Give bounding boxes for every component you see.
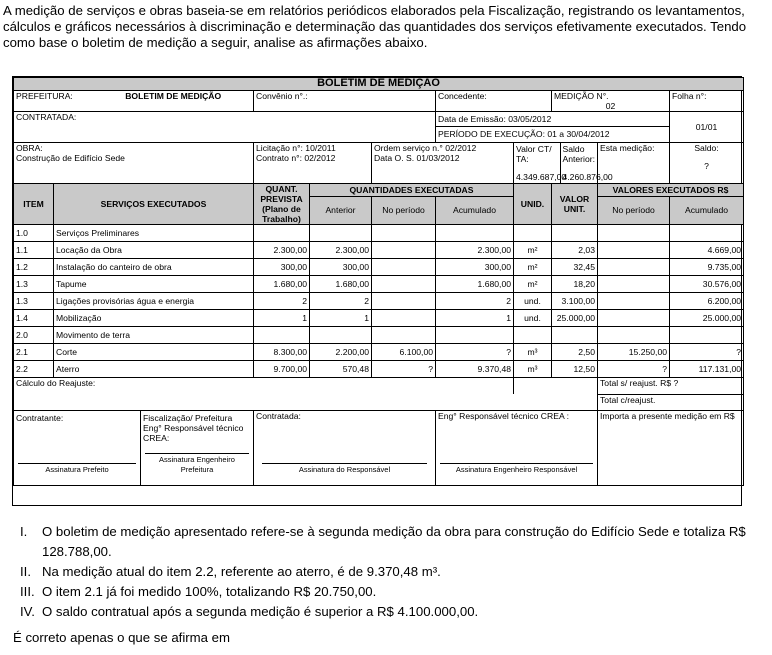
cell-serv: Locação da Obra — [54, 242, 254, 259]
cell-vper: 15.250,00 — [598, 344, 670, 361]
cell-vacum: 117.131,00 — [670, 361, 744, 378]
cell-per — [372, 242, 436, 259]
header-valor-acumulado: Acumulado — [670, 196, 744, 224]
cell-vper: ? — [598, 361, 670, 378]
eng-responsavel-label: Eng° Responsável técnico CREA : — [438, 411, 569, 421]
statement-3: III. O item 2.1 já foi medido 100%, totalizando R$ 20.750,00. — [20, 584, 377, 599]
contratada-label: CONTRATADA: — [14, 112, 436, 143]
cell-ant: 2.300,00 — [310, 242, 372, 259]
header-acumulado: Acumulado — [436, 196, 514, 224]
cell-item: 1.2 — [14, 259, 54, 276]
table-row — [14, 259, 744, 276]
cell-vu: 12,50 — [552, 361, 598, 378]
saldo-value: ? — [704, 161, 709, 171]
signature-responsavel: Assinatura do Responsável — [262, 463, 427, 475]
cell-vu: 3.100,00 — [552, 293, 598, 310]
cell-prev: 2.300,00 — [254, 242, 310, 259]
contratante-label: Contratante: — [16, 413, 64, 423]
total-com-reajuste: Total c/reajust. — [598, 394, 744, 411]
obra-value: Construção de Edifício Sede — [16, 153, 125, 163]
cell-item: 2.2 — [14, 361, 54, 378]
cell-per — [372, 310, 436, 327]
signature-prefeito: Assinatura Prefeito — [18, 463, 136, 475]
table-row — [14, 276, 744, 293]
cell-vacum: 4.669,00 — [670, 242, 744, 259]
signature-engenheiro-responsavel: Assinatura Engenheiro Responsável — [440, 463, 593, 475]
cell-prev: 1.680,00 — [254, 276, 310, 293]
cell-vper — [598, 225, 670, 242]
cell-unid: m³ — [514, 344, 552, 361]
data-emissao: Data de Emissão: 03/05/2012 — [436, 112, 669, 127]
statement-1: I. O boletim de medição apresentado refere-se à segunda medição da obra para construção do Edifício Sede e totaliza R$ 128.788,00. — [20, 524, 746, 559]
cell-item: 1.3 — [14, 293, 54, 310]
cell-unid: und. — [514, 293, 552, 310]
periodo-execucao: PERÍODO DE EXECUÇÃO: 01 a 30/04/2012 — [438, 129, 610, 139]
valor-ct-label: Valor CT/ TA: — [516, 144, 552, 164]
cell-per: ? — [372, 361, 436, 378]
convenio-label: Convênio n°.: — [254, 91, 436, 112]
cell-acum: ? — [436, 344, 514, 361]
cell-ant: 2.200,00 — [310, 344, 372, 361]
cell-vper — [598, 293, 670, 310]
cell-prev — [254, 225, 310, 242]
cell-serv: Mobilização — [54, 310, 254, 327]
cell-unid — [514, 327, 552, 344]
cell-ant: 1 — [310, 310, 372, 327]
boletim-medicao — [12, 76, 742, 506]
cell-serv: Corte — [54, 344, 254, 361]
cell-vper — [598, 310, 670, 327]
cell-unid: m² — [514, 242, 552, 259]
cell-item: 1.1 — [14, 242, 54, 259]
cell-acum — [436, 225, 514, 242]
boletim-title: BOLETIM DE MEDIÇÃO — [14, 78, 744, 91]
intro-paragraph: A medição de serviços e obras baseia-se em relatórios periódicos elaborados pela Fiscalização, registrando os levantamentos, cálculos e gráficos necessários à discriminação e determinação das quantidades dos serviços efetivamente executados. Tendo como base o boletim de medição a seguir, analise as afirmações abaixo. — [3, 3, 747, 50]
table-row — [14, 327, 744, 344]
cell-vu: 18,20 — [552, 276, 598, 293]
cell-per — [372, 293, 436, 310]
concedente-label: Concedente: — [436, 91, 552, 112]
cell-acum: 1 — [436, 310, 514, 327]
cell-unid: m² — [514, 276, 552, 293]
table-row — [14, 242, 744, 259]
bm-label: BOLETIM DE MEDIÇÃO — [125, 91, 222, 101]
obra-label: OBRA: — [16, 143, 43, 153]
cell-vu — [552, 327, 598, 344]
header-unid: UNID. — [514, 184, 552, 225]
cell-per — [372, 276, 436, 293]
saldo-anterior-label: Saldo Anterior: — [562, 144, 595, 164]
cell-vper — [598, 276, 670, 293]
signature-engenheiro-prefeitura: Assinatura Engenheiro Prefeitura — [145, 453, 249, 475]
importa-medicao: Importa a presente medição em R$ — [598, 411, 744, 486]
cell-ant: 1.680,00 — [310, 276, 372, 293]
cell-acum: 2.300,00 — [436, 242, 514, 259]
cell-vu — [552, 225, 598, 242]
cell-serv: Serviços Preliminares — [54, 225, 254, 242]
cell-ant — [310, 327, 372, 344]
cell-per — [372, 259, 436, 276]
header-quant-prevista: QUANT. PREVISTA (Plano de Trabalho) — [254, 184, 310, 225]
statement-4: IV. O saldo contratual após a segunda medição é superior a R$ 4.100.000,00. — [20, 604, 479, 619]
cell-vacum: 6.200,00 — [670, 293, 744, 310]
cell-acum: 2 — [436, 293, 514, 310]
esta-medicao-label: Esta medição: — [598, 143, 670, 184]
cell-serv: Instalação do canteiro de obra — [54, 259, 254, 276]
cell-vacum: ? — [670, 344, 744, 361]
prefeitura-label: PREFEITURA: — [16, 91, 73, 101]
cell-item: 1.0 — [14, 225, 54, 242]
header-no-periodo: No período — [372, 196, 436, 224]
cell-vu: 2,50 — [552, 344, 598, 361]
table-row — [14, 361, 744, 378]
cell-item: 1.3 — [14, 276, 54, 293]
header-quant-executadas: QUANTIDADES EXECUTADAS — [310, 184, 514, 197]
cell-vu: 2,03 — [552, 242, 598, 259]
cell-prev: 1 — [254, 310, 310, 327]
cell-ant: 300,00 — [310, 259, 372, 276]
cell-vacum: 25.000,00 — [670, 310, 744, 327]
cell-ant: 570,48 — [310, 361, 372, 378]
cell-prev: 300,00 — [254, 259, 310, 276]
header-anterior: Anterior — [310, 196, 372, 224]
licitacao: Licitação n°: 10/2011 — [256, 143, 336, 153]
cell-item: 1.4 — [14, 310, 54, 327]
saldo-label: Saldo: — [694, 143, 719, 153]
medicao-number: 02 — [605, 101, 616, 111]
header-item: ITEM — [14, 184, 54, 225]
cell-vacum: 30.576,00 — [670, 276, 744, 293]
calculo-reajuste: Cálculo do Reajuste: — [14, 378, 514, 395]
table-row — [14, 310, 744, 327]
cell-ant — [310, 225, 372, 242]
cell-vu: 32,45 — [552, 259, 598, 276]
cell-per: 6.100,00 — [372, 344, 436, 361]
cell-serv: Aterro — [54, 361, 254, 378]
header-valor-unit: VALOR UNIT. — [552, 184, 598, 225]
cell-item: 2.1 — [14, 344, 54, 361]
statements-list — [20, 522, 770, 622]
saldo-anterior-value: 4.260.876,00 — [562, 172, 613, 182]
cell-acum: 1.680,00 — [436, 276, 514, 293]
cell-unid: m² — [514, 259, 552, 276]
cell-prev: 2 — [254, 293, 310, 310]
medicao-label: MEDIÇÃO N°. — [554, 91, 609, 101]
cell-unid — [514, 225, 552, 242]
cell-acum: 300,00 — [436, 259, 514, 276]
question-prompt: É correto apenas o que se afirma em — [13, 630, 230, 645]
cell-per — [372, 327, 436, 344]
statement-2: II. Na medição atual do item 2.2, referente ao aterro, é de 9.370,48 m³. — [20, 564, 441, 579]
cell-ant: 2 — [310, 293, 372, 310]
cell-serv: Movimento de terra — [54, 327, 254, 344]
total-sem-reajuste: Total s/ reajust. R$ ? — [598, 378, 744, 395]
cell-acum — [436, 327, 514, 344]
table-row — [14, 293, 744, 310]
cell-prev: 9.700,00 — [254, 361, 310, 378]
header-valores-executados: VALORES EXECUTADOS R$ — [598, 184, 744, 197]
cell-per — [372, 225, 436, 242]
cell-serv: Ligações provisórias água e energia — [54, 293, 254, 310]
header-servicos: SERVIÇOS EXECUTADOS — [54, 184, 254, 225]
contrato: Contrato n°: 02/2012 — [256, 153, 336, 163]
cell-vu: 25.000,00 — [552, 310, 598, 327]
cell-unid: m³ — [514, 361, 552, 378]
table-row — [14, 225, 744, 242]
cell-vacum — [670, 225, 744, 242]
cell-unid: und. — [514, 310, 552, 327]
cell-serv: Tapume — [54, 276, 254, 293]
table-row — [14, 344, 744, 361]
data-os: Data O. S. 01/03/2012 — [374, 153, 460, 163]
header-valor-no-periodo: No período — [598, 196, 670, 224]
cell-prev — [254, 327, 310, 344]
ordem-servico: Ordem serviço n.° 02/2012 — [374, 143, 477, 153]
cell-vper — [598, 327, 670, 344]
valor-ct-value: 4.349.687,00 — [516, 172, 567, 182]
cell-vacum — [670, 327, 744, 344]
cell-vacum: 9.735,00 — [670, 259, 744, 276]
cell-item: 2.0 — [14, 327, 54, 344]
fiscalizacao-label: Fiscalização/ Prefeitura Eng° Responsável técnico CREA: — [143, 413, 244, 443]
cell-vper — [598, 242, 670, 259]
folha-value: 01/01 — [670, 112, 744, 143]
cell-prev: 8.300,00 — [254, 344, 310, 361]
contratada-signature-label: Contratada: — [256, 411, 301, 421]
cell-vper — [598, 259, 670, 276]
folha-label: Folha n°: — [672, 91, 707, 101]
cell-acum: 9.370,48 — [436, 361, 514, 378]
